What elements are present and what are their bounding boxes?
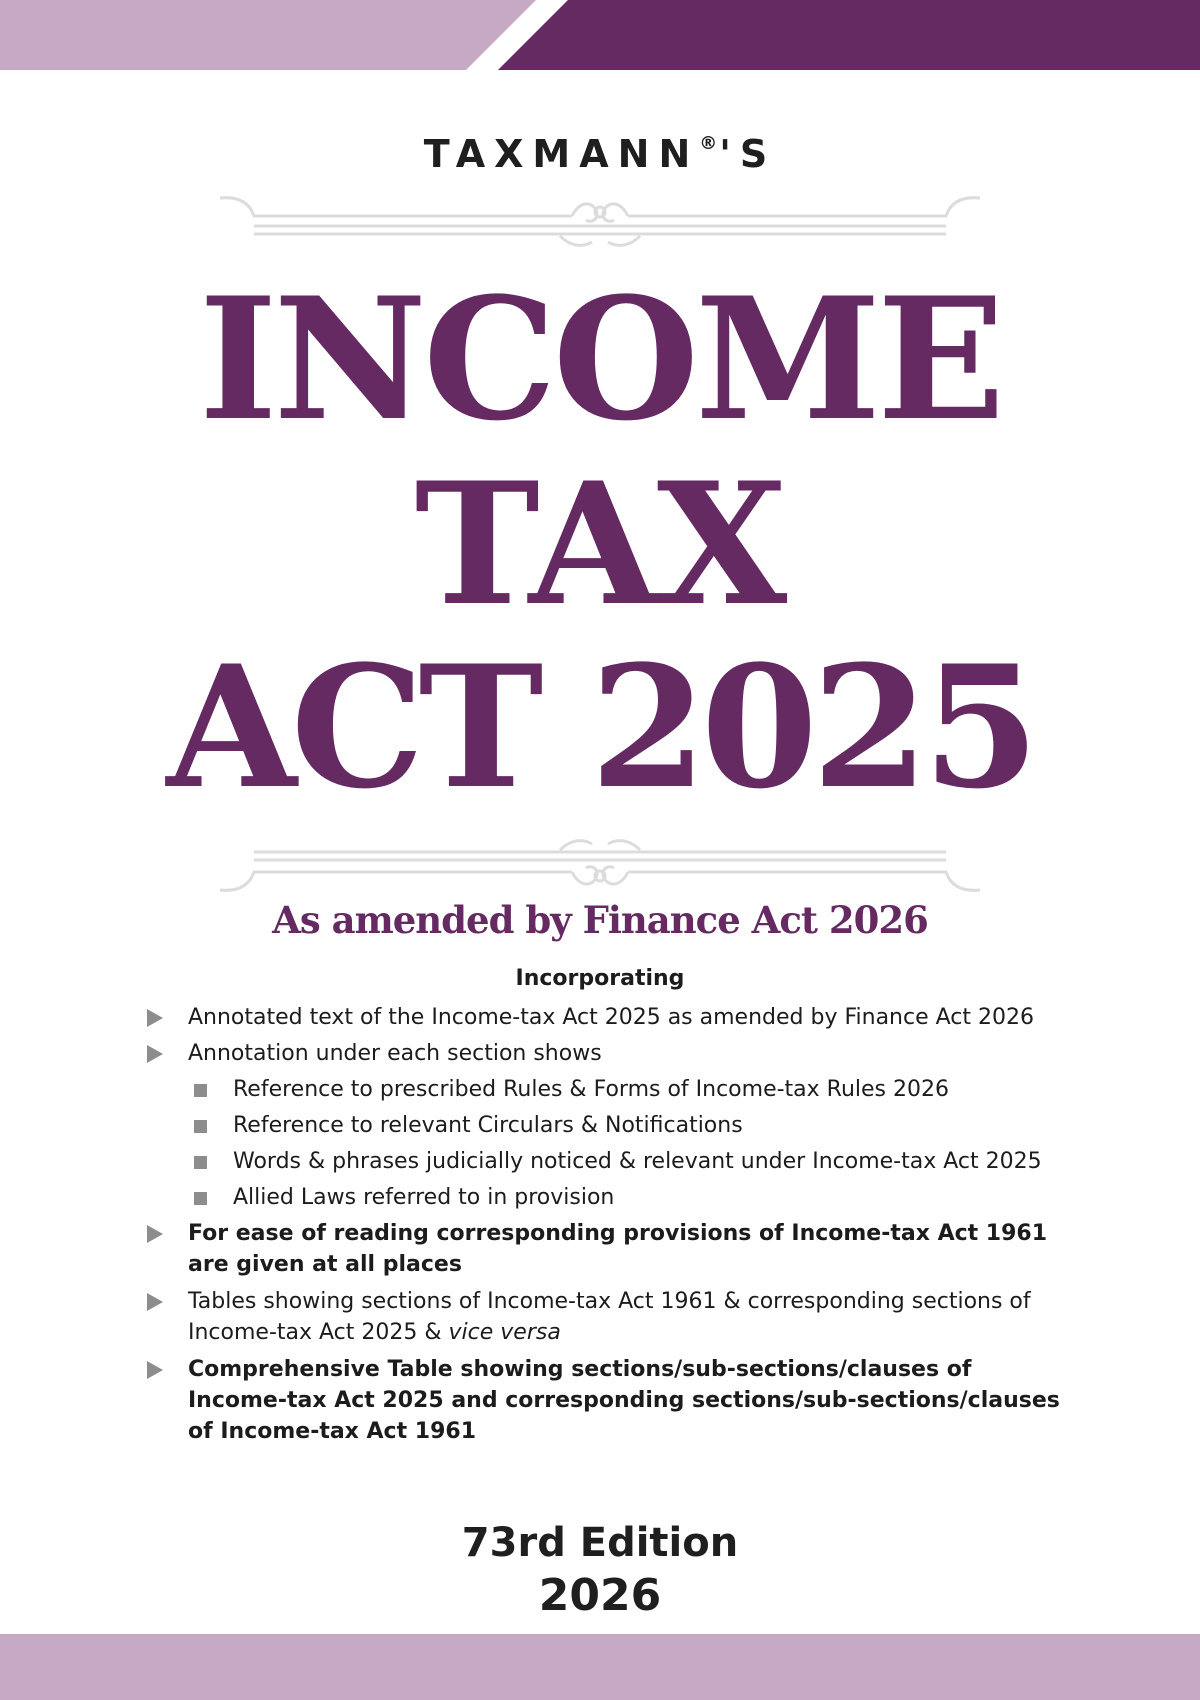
list-item-text: Tables showing sections of Income-tax Act 1961 & corresponding sections of Income-tax Act 2025 & (188, 1289, 1031, 1345)
triangle-bullet-icon (147, 1361, 163, 1379)
sub-list-item (145, 1182, 1065, 1213)
publisher-name-text: TAXMANN (423, 132, 700, 176)
feature-list (145, 1002, 1065, 1452)
title-line-2: TAX (414, 445, 786, 643)
sub-list-item (145, 1074, 1065, 1105)
square-bullet-icon (194, 1156, 207, 1169)
edition-year: 2026 (538, 1570, 662, 1621)
triangle-bullet-icon (147, 1045, 163, 1063)
edition-label: 73rd Edition (461, 1520, 739, 1566)
square-bullet-icon (194, 1192, 207, 1205)
sub-list-item-text: Words & phrases judicially noticed & relevant under Income-tax Act 2025 (233, 1149, 1042, 1174)
top-band-dark (498, 0, 1200, 70)
sub-list-item (145, 1146, 1065, 1177)
square-bullet-icon (194, 1084, 207, 1097)
square-bullet-icon (194, 1120, 207, 1133)
bottom-color-band (0, 1634, 1200, 1700)
list-item-italic-text: vice versa (448, 1320, 561, 1345)
sub-list-item-text: Reference to prescribed Rules & Forms of Income-tax Rules 2026 (233, 1077, 949, 1102)
list-item (145, 1286, 1065, 1348)
registered-mark: ® (699, 133, 720, 155)
title-line-1: INCOME (198, 260, 1002, 458)
top-color-band (0, 0, 1200, 70)
list-item-text: Comprehensive Table showing sections/sub-sections/clauses of Income-tax Act 2025 and corresponding sections/sub-sections/clauses of Income-tax Act 1961 (188, 1357, 1060, 1444)
list-item (145, 1354, 1065, 1447)
subtitle: As amended by Finance Act 2026 (272, 898, 928, 942)
title-line-3: ACT 2025 (166, 628, 1034, 826)
list-item (145, 1038, 1065, 1069)
list-item (145, 1002, 1065, 1033)
list-item-text: Annotation under each section shows (188, 1041, 602, 1066)
publisher-suffix: 'S (719, 132, 777, 176)
triangle-bullet-icon (147, 1009, 163, 1027)
sub-list-item-text: Allied Laws referred to in provision (233, 1185, 615, 1210)
bottom-ornament-icon (220, 832, 980, 892)
triangle-bullet-icon (147, 1293, 163, 1311)
top-ornament-icon (220, 196, 980, 256)
triangle-bullet-icon (147, 1225, 163, 1243)
list-item-text: For ease of reading corresponding provisions of Income-tax Act 1961 are given at all places (188, 1221, 1048, 1277)
incorporating-heading: Incorporating (515, 966, 685, 991)
list-item-text: Annotated text of the Income-tax Act 2025 as amended by Finance Act 2026 (188, 1005, 1034, 1030)
list-item (145, 1218, 1065, 1280)
publisher-name (0, 132, 1200, 176)
sub-list-item-text: Reference to relevant Circulars & Notifications (233, 1113, 743, 1138)
sub-list-item (145, 1110, 1065, 1141)
